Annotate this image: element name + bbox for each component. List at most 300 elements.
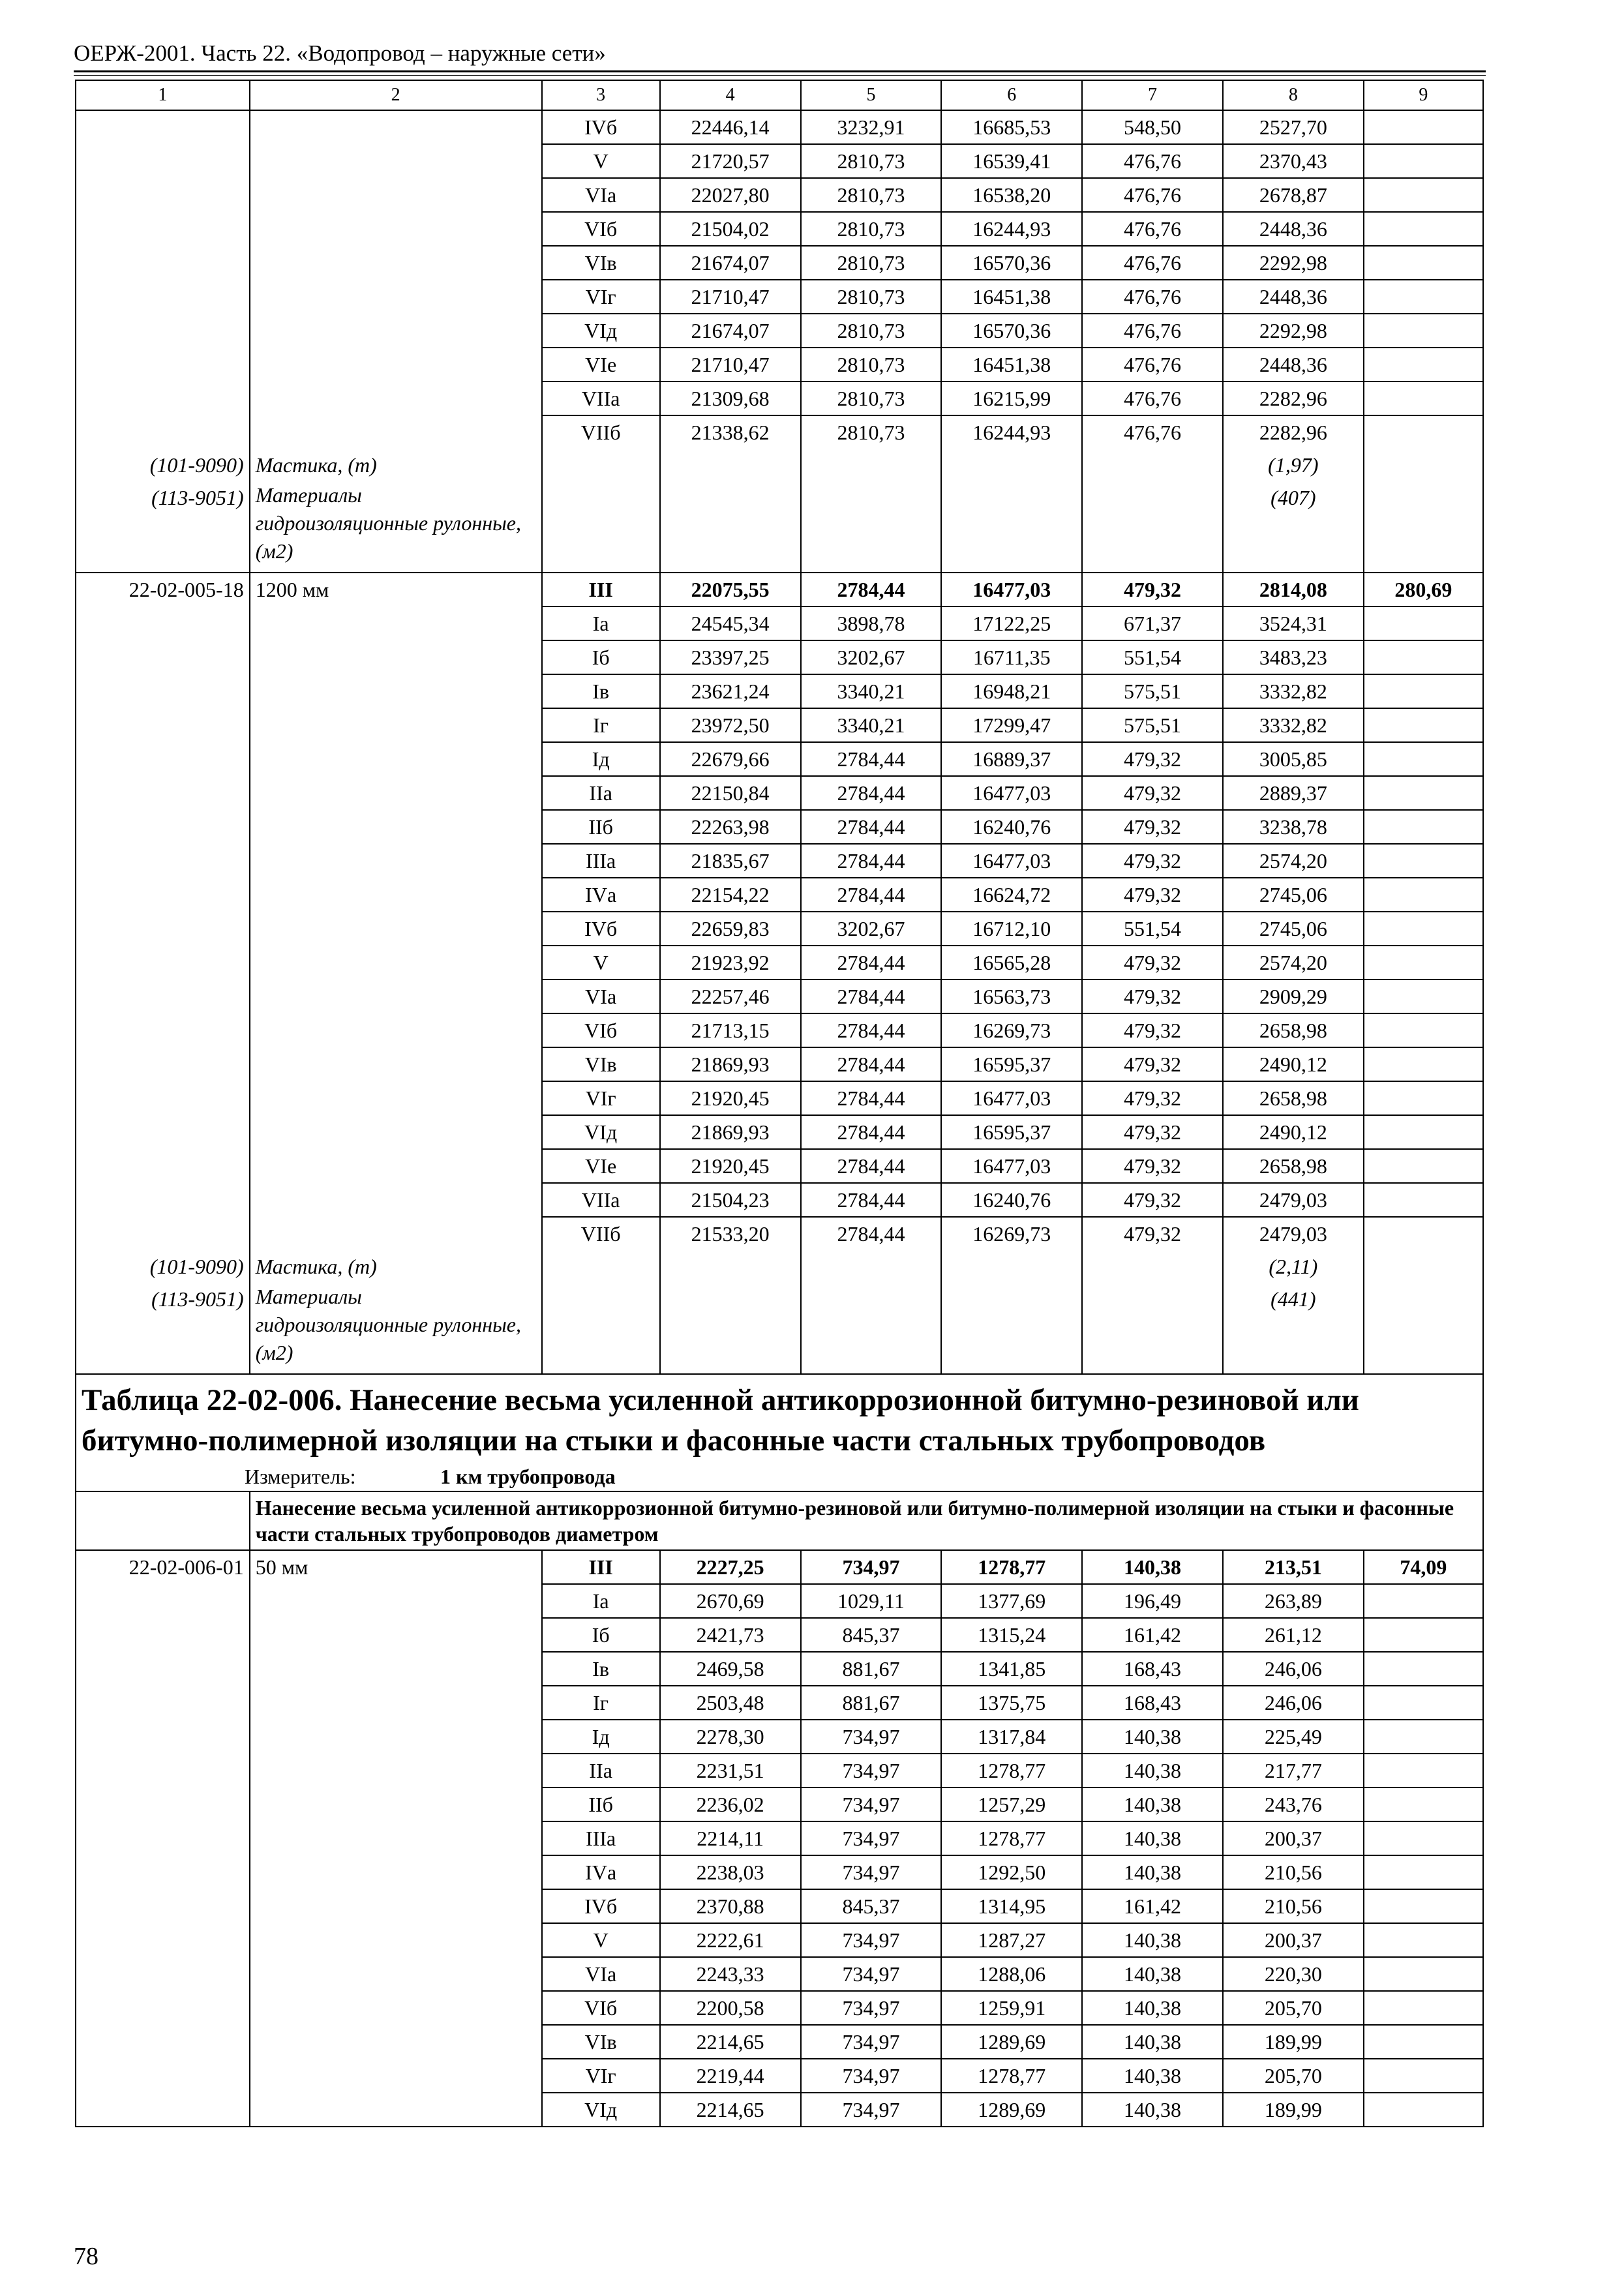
table-row: [76, 382, 1483, 415]
rate-value: 1289,69: [941, 2093, 1082, 2127]
header-rule-thin: [74, 75, 1486, 76]
table-row: [76, 946, 1483, 980]
zone-class: Iд: [542, 742, 660, 776]
zone-class: VIг: [542, 1081, 660, 1115]
rate-value: 22150,84: [660, 776, 801, 810]
rate-value: 734,97: [801, 1923, 942, 1957]
rate-value: 2810,73: [801, 280, 942, 314]
rate-value: 881,67: [801, 1652, 942, 1686]
header-rule: [74, 70, 1486, 72]
empty-cell: [76, 382, 250, 415]
rate-value: 881,67: [801, 1686, 942, 1720]
rate-value: 476,76: [1082, 144, 1223, 178]
page-header: ОЕРЖ-2001. Часть 22. «Водопровод – наружные сети»: [74, 40, 606, 66]
rate-value: 205,70: [1223, 2059, 1364, 2093]
rate-value: 22257,46: [660, 980, 801, 1013]
table-row: [76, 110, 1483, 144]
empty-cell: [1364, 246, 1483, 280]
rate-value: 734,97: [801, 2059, 942, 2093]
rate-value: 21720,57: [660, 144, 801, 178]
table-row: [76, 640, 1483, 674]
empty-cell: [250, 382, 542, 415]
empty-cell: [1364, 110, 1483, 144]
empty-cell: [941, 449, 1082, 481]
material-row: [76, 449, 1483, 481]
column-number-row: [76, 80, 1483, 110]
rate-value: 200,37: [1223, 1923, 1364, 1957]
rate-value: 2784,44: [801, 1047, 942, 1081]
rate-value: 2810,73: [801, 348, 942, 382]
zone-class: VIIб: [542, 415, 660, 449]
table-row: [76, 2025, 1483, 2059]
empty-cell: [941, 1250, 1082, 1283]
empty-cell: [250, 1618, 542, 1652]
zone-class: Iв: [542, 674, 660, 708]
empty-cell: [1364, 1283, 1483, 1374]
rate-value: 2292,98: [1223, 314, 1364, 348]
empty-cell: [250, 1991, 542, 2025]
table-row: [76, 606, 1483, 640]
empty-cell: [250, 1115, 542, 1149]
zone-class: VIв: [542, 2025, 660, 2059]
rate-value: 21713,15: [660, 1013, 801, 1047]
empty-cell: [1364, 674, 1483, 708]
empty-cell: [250, 1047, 542, 1081]
empty-cell: [250, 280, 542, 314]
rate-value: 16215,99: [941, 382, 1082, 415]
empty-cell: [76, 810, 250, 844]
zone-class: III: [542, 573, 660, 606]
rate-value: 1278,77: [941, 1821, 1082, 1855]
rate-value: 217,77: [1223, 1754, 1364, 1788]
table-row: [76, 1957, 1483, 1991]
rate-value: 21869,93: [660, 1115, 801, 1149]
empty-cell: [250, 415, 542, 449]
rate-value: 2784,44: [801, 742, 942, 776]
empty-cell: [76, 2059, 250, 2093]
column-number: 5: [801, 80, 942, 110]
rate-value: 1278,77: [941, 2059, 1082, 2093]
rate-value: 476,76: [1082, 348, 1223, 382]
table-row: [76, 912, 1483, 946]
rate-value: 734,97: [801, 1957, 942, 1991]
rate-value: 161,42: [1082, 1889, 1223, 1923]
zone-class: VIв: [542, 1047, 660, 1081]
empty-cell: [1364, 280, 1483, 314]
empty-cell: [250, 1686, 542, 1720]
rate-value: 2574,20: [1223, 844, 1364, 878]
page-number: 78: [74, 2243, 98, 2270]
table-row: [76, 1047, 1483, 1081]
rate-value: 2292,98: [1223, 246, 1364, 280]
table-row: [76, 1686, 1483, 1720]
rate-value: 22154,22: [660, 878, 801, 912]
empty-cell: [76, 912, 250, 946]
empty-cell: [76, 1081, 250, 1115]
empty-cell: [76, 280, 250, 314]
rate-value: 2479,03: [1223, 1183, 1364, 1217]
rate-value: 2784,44: [801, 1149, 942, 1183]
rate-value: 2490,12: [1223, 1115, 1364, 1149]
rate-value: 16889,37: [941, 742, 1082, 776]
rate-value: 2490,12: [1223, 1047, 1364, 1081]
zone-class: VIд: [542, 314, 660, 348]
empty-cell: [250, 1652, 542, 1686]
rate-value: 1314,95: [941, 1889, 1082, 1923]
empty-cell: [76, 1013, 250, 1047]
table-row: [76, 1855, 1483, 1889]
empty-cell: [76, 1047, 250, 1081]
rate-value: 140,38: [1082, 2059, 1223, 2093]
rate-value: 189,99: [1223, 2025, 1364, 2059]
empty-cell: [801, 449, 942, 481]
empty-cell: [250, 810, 542, 844]
rate-value: 16595,37: [941, 1047, 1082, 1081]
rate-value: 21504,02: [660, 212, 801, 246]
rate-value: 17299,47: [941, 708, 1082, 742]
empty-cell: [250, 1584, 542, 1618]
empty-cell: [542, 1283, 660, 1374]
rate-value: 161,42: [1082, 1618, 1223, 1652]
rate-value: 3332,82: [1223, 674, 1364, 708]
empty-cell: [542, 481, 660, 573]
empty-cell: [660, 449, 801, 481]
empty-cell: [250, 110, 542, 144]
material-row: [76, 1250, 1483, 1283]
rate-value: 734,97: [801, 1821, 942, 1855]
rate-value: 2814,08: [1223, 573, 1364, 606]
rate-value: 22679,66: [660, 742, 801, 776]
rate-value: 21309,68: [660, 382, 801, 415]
rate-value: 140,38: [1082, 1991, 1223, 2025]
empty-cell: [76, 1855, 250, 1889]
table-row: [76, 348, 1483, 382]
empty-cell: [1364, 776, 1483, 810]
table-row: [76, 1550, 1483, 1584]
empty-cell: [250, 1821, 542, 1855]
empty-cell: [1364, 2025, 1483, 2059]
empty-cell: [542, 449, 660, 481]
rate-value: 671,37: [1082, 606, 1223, 640]
rate-value: 2810,73: [801, 382, 942, 415]
empty-cell: [250, 844, 542, 878]
rate-value: 140,38: [1082, 1550, 1223, 1584]
zone-class: VIб: [542, 1013, 660, 1047]
zone-class: VIа: [542, 1957, 660, 1991]
empty-cell: [1364, 1081, 1483, 1115]
material-value: (2,11): [1223, 1250, 1364, 1283]
rate-value: 2810,73: [801, 415, 942, 449]
table-row: [76, 1183, 1483, 1217]
zone-class: VIа: [542, 178, 660, 212]
empty-cell: [76, 606, 250, 640]
rate-value: 200,37: [1223, 1821, 1364, 1855]
empty-cell: [1364, 314, 1483, 348]
rate-value: 2784,44: [801, 878, 942, 912]
rate-value: 21674,07: [660, 314, 801, 348]
table-row: [76, 573, 1483, 606]
table-row: [76, 1013, 1483, 1047]
empty-cell: [250, 1889, 542, 1923]
rate-value: 16269,73: [941, 1013, 1082, 1047]
rate-value: 1257,29: [941, 1788, 1082, 1821]
rate-value: 140,38: [1082, 2025, 1223, 2059]
zone-class: IIб: [542, 1788, 660, 1821]
material-row: [76, 481, 1483, 573]
rate-value: 243,76: [1223, 1788, 1364, 1821]
empty-cell: [76, 1183, 250, 1217]
rate-value: 16624,72: [941, 878, 1082, 912]
rate-value: 3005,85: [1223, 742, 1364, 776]
empty-cell: [1364, 844, 1483, 878]
rate-value: 3340,21: [801, 674, 942, 708]
empty-cell: [76, 1923, 250, 1957]
rate-value: 2214,65: [660, 2093, 801, 2127]
zone-class: IIIа: [542, 844, 660, 878]
zone-class: IIа: [542, 776, 660, 810]
empty-cell: [76, 1618, 250, 1652]
rate-value: 16712,10: [941, 912, 1082, 946]
rate-value: 2784,44: [801, 573, 942, 606]
table-row: [76, 1217, 1483, 1250]
rate-value: 476,76: [1082, 382, 1223, 415]
rates-table: [75, 80, 1484, 2127]
rate-value: 479,32: [1082, 878, 1223, 912]
rate-value: 1029,11: [801, 1584, 942, 1618]
rate-value: 263,89: [1223, 1584, 1364, 1618]
rate-value: 734,97: [801, 2093, 942, 2127]
zone-class: VIг: [542, 280, 660, 314]
empty-cell: [1364, 1217, 1483, 1250]
rate-value: 210,56: [1223, 1855, 1364, 1889]
rate-value: 734,97: [801, 1855, 942, 1889]
rate-value: 16269,73: [941, 1217, 1082, 1250]
rate-value: 734,97: [801, 1788, 942, 1821]
empty-cell: [660, 481, 801, 573]
rate-value: 2810,73: [801, 212, 942, 246]
rate-value: 479,32: [1082, 776, 1223, 810]
rate-value: 479,32: [1082, 573, 1223, 606]
rate-value: 2222,61: [660, 1923, 801, 1957]
rate-value: 140,38: [1082, 1754, 1223, 1788]
rate-value: 246,06: [1223, 1686, 1364, 1720]
empty-cell: [1364, 449, 1483, 481]
empty-cell: [76, 1491, 250, 1550]
zone-class: Iа: [542, 606, 660, 640]
column-number: 2: [250, 80, 542, 110]
table-row: [76, 314, 1483, 348]
zone-class: IVб: [542, 1889, 660, 1923]
column-number: 7: [1082, 80, 1223, 110]
rate-value: 2810,73: [801, 314, 942, 348]
material-row: [76, 1283, 1483, 1374]
empty-cell: [1364, 1754, 1483, 1788]
empty-cell: [1364, 348, 1483, 382]
empty-cell: [76, 844, 250, 878]
empty-cell: [76, 1652, 250, 1686]
empty-cell: [76, 1584, 250, 1618]
empty-cell: [1364, 1821, 1483, 1855]
rate-value: 16477,03: [941, 844, 1082, 878]
rate-value: 2448,36: [1223, 212, 1364, 246]
rate-value: 21504,23: [660, 1183, 801, 1217]
table-row: [76, 980, 1483, 1013]
empty-cell: [76, 776, 250, 810]
empty-cell: [76, 1991, 250, 2025]
empty-cell: [1364, 1047, 1483, 1081]
rate-value: 2745,06: [1223, 912, 1364, 946]
empty-cell: [1364, 912, 1483, 946]
rate-value: 2503,48: [660, 1686, 801, 1720]
rate-value: 140,38: [1082, 2093, 1223, 2127]
empty-cell: [76, 1754, 250, 1788]
rate-value: 3202,67: [801, 640, 942, 674]
rate-value: 2278,30: [660, 1720, 801, 1754]
empty-cell: [250, 776, 542, 810]
rate-value: 140,38: [1082, 1923, 1223, 1957]
empty-cell: [1364, 481, 1483, 573]
empty-cell: [250, 1923, 542, 1957]
empty-cell: [76, 348, 250, 382]
rate-value: 21338,62: [660, 415, 801, 449]
rate-value: 2658,98: [1223, 1013, 1364, 1047]
rate-value: 2370,88: [660, 1889, 801, 1923]
rate-value: 3332,82: [1223, 708, 1364, 742]
empty-cell: [1364, 415, 1483, 449]
rate-value: 2784,44: [801, 980, 942, 1013]
zone-class: IVа: [542, 1855, 660, 1889]
rate-value: 2784,44: [801, 810, 942, 844]
empty-cell: [801, 1250, 942, 1283]
rate-value: 2448,36: [1223, 280, 1364, 314]
rate-value: 551,54: [1082, 640, 1223, 674]
rate-value: 2282,96: [1223, 415, 1364, 449]
measure-value: 1 км трубопровода: [440, 1465, 616, 1488]
rate-value: 2658,98: [1223, 1149, 1364, 1183]
section-title: Нанесение весьма усиленной антикоррозионной битумно-резиновой или битумно-полимерной изоляции на стыки и фасонные части стальных трубопроводов диаметром: [250, 1491, 1483, 1550]
empty-cell: [76, 1889, 250, 1923]
rate-value: 16477,03: [941, 776, 1082, 810]
empty-cell: [1364, 946, 1483, 980]
rate-value: 16539,41: [941, 144, 1082, 178]
empty-cell: [76, 1957, 250, 1991]
zone-class: V: [542, 1923, 660, 1957]
empty-cell: [1364, 1889, 1483, 1923]
empty-cell: [250, 1013, 542, 1047]
table-row: [76, 2093, 1483, 2127]
table-row: [76, 1115, 1483, 1149]
rate-value: 16240,76: [941, 1183, 1082, 1217]
table-row: [76, 708, 1483, 742]
empty-cell: [1364, 1149, 1483, 1183]
material-value: (1,97): [1223, 449, 1364, 481]
empty-cell: [76, 246, 250, 280]
rate-value: 845,37: [801, 1618, 942, 1652]
table-row: [76, 1821, 1483, 1855]
table-row: [76, 280, 1483, 314]
rate-diameter: 1200 мм: [250, 573, 542, 606]
rate-value: 21869,93: [660, 1047, 801, 1081]
zone-class: VIе: [542, 1149, 660, 1183]
empty-cell: [801, 1283, 942, 1374]
empty-cell: [1082, 449, 1223, 481]
zone-class: Iг: [542, 708, 660, 742]
rate-value: 16240,76: [941, 810, 1082, 844]
rate-value: 476,76: [1082, 246, 1223, 280]
empty-cell: [1364, 1686, 1483, 1720]
rate-value: 21920,45: [660, 1149, 801, 1183]
empty-cell: [660, 1283, 801, 1374]
rate-value: 1292,50: [941, 1855, 1082, 1889]
material-name: Материалы гидроизоляционные рулонные, (м2): [250, 1283, 542, 1374]
column-number: 1: [76, 80, 250, 110]
table-row: [76, 878, 1483, 912]
empty-cell: [250, 246, 542, 280]
table-row: [76, 1081, 1483, 1115]
rate-value: 1289,69: [941, 2025, 1082, 2059]
empty-cell: [250, 742, 542, 776]
zone-class: IIIа: [542, 1821, 660, 1855]
table-row: [76, 415, 1483, 449]
rate-value: 734,97: [801, 1720, 942, 1754]
empty-cell: [250, 640, 542, 674]
empty-cell: [250, 1149, 542, 1183]
rate-value: 16451,38: [941, 348, 1082, 382]
rate-value: 3238,78: [1223, 810, 1364, 844]
rate-value: 23397,25: [660, 640, 801, 674]
empty-cell: [1364, 1788, 1483, 1821]
empty-cell: [250, 1957, 542, 1991]
table-row: [76, 246, 1483, 280]
zone-class: Iб: [542, 640, 660, 674]
measure-row: [76, 1462, 1483, 1491]
rate-value: 479,32: [1082, 1217, 1223, 1250]
zone-class: VIб: [542, 1991, 660, 2025]
table-row: [76, 1652, 1483, 1686]
rate-value: 479,32: [1082, 1183, 1223, 1217]
rate-value: 16538,20: [941, 178, 1082, 212]
empty-cell: [76, 674, 250, 708]
rate-value: 2469,58: [660, 1652, 801, 1686]
rate-code: 22-02-005-18: [76, 573, 250, 606]
zone-class: VIд: [542, 2093, 660, 2127]
rate-value: 2231,51: [660, 1754, 801, 1788]
rate-value: 2214,11: [660, 1821, 801, 1855]
rate-value: 479,32: [1082, 980, 1223, 1013]
rate-value: 1287,27: [941, 1923, 1082, 1957]
rate-value: 16685,53: [941, 110, 1082, 144]
zone-class: IVа: [542, 878, 660, 912]
empty-cell: [1364, 212, 1483, 246]
zone-class: V: [542, 144, 660, 178]
zone-class: III: [542, 1550, 660, 1584]
empty-cell: [1364, 1250, 1483, 1283]
rate-value: 213,51: [1223, 1550, 1364, 1584]
rate-value: 21923,92: [660, 946, 801, 980]
rate-value: 2889,37: [1223, 776, 1364, 810]
material-value: (407): [1223, 481, 1364, 573]
rate-value: 575,51: [1082, 708, 1223, 742]
material-code: (101-9090): [76, 1250, 250, 1283]
rate-value: 196,49: [1082, 1584, 1223, 1618]
empty-cell: [250, 178, 542, 212]
rate-value: 21710,47: [660, 280, 801, 314]
rate-value: 16477,03: [941, 573, 1082, 606]
material-code: (113-9051): [76, 481, 250, 573]
empty-cell: [76, 2025, 250, 2059]
zone-class: VIг: [542, 2059, 660, 2093]
empty-cell: [660, 1250, 801, 1283]
